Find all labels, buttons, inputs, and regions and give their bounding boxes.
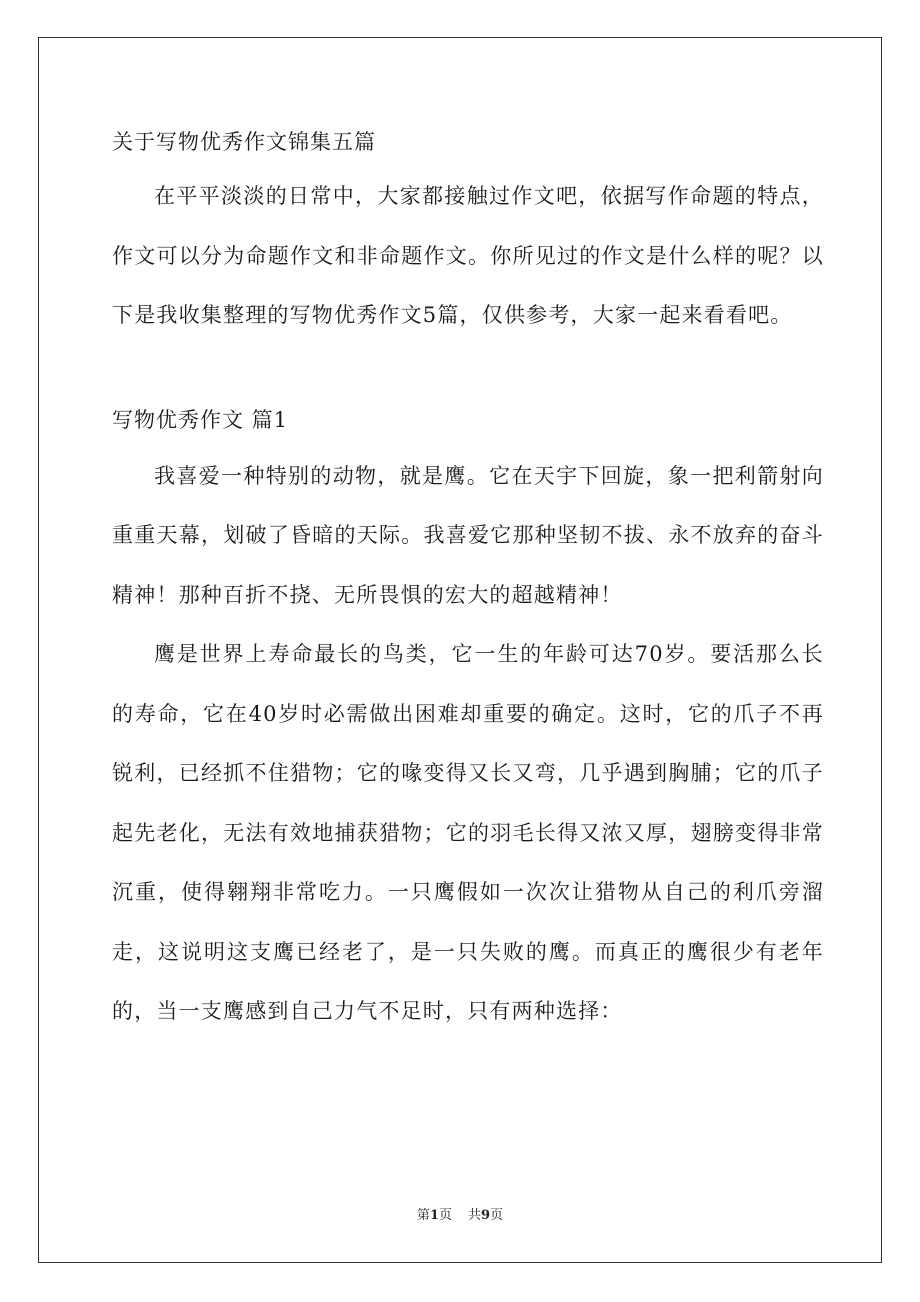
page-footer xyxy=(0,1206,920,1226)
body-paragraph: 我喜爱一种特别的动物，就是鹰。它在天宇下回旋，象一把利箭射向重重天幕，划破了昏暗的天际。我喜爱它那种坚韧不拔、永不放弃的奋斗精神！那种百折不挠、无所畏惧的宏大的超越精神！ xyxy=(112,463,824,607)
page-total: 9 xyxy=(481,1208,491,1223)
page-prefix: 第 xyxy=(416,1208,430,1223)
total-prefix: 共 xyxy=(468,1208,482,1223)
intro-paragraph: 在平平淡淡的日常中，大家都接触过作文吧，依据写作命题的特点，作文可以分为命题作文和非命题作文。你所见过的作文是什么样的呢？以下是我收集整理的写物优秀作文5篇，仅供参考，大家一起来看看吧。 xyxy=(112,184,824,327)
total-suffix: 页 xyxy=(490,1208,504,1223)
section-heading: 写物优秀作文 篇1 xyxy=(112,407,289,432)
body-paragraph: 鹰是世界上寿命最长的鸟类，它一生的年龄可达70岁。要活那么长的寿命，它在40岁时必需做出困难却重要的确定。这时，它的爪子不再锐利，已经抓不住猎物；它的喙变得又长又弯，几乎遇到胸脯；它的爪子起先老化，无法有效地捕获猎物；它的羽毛长得又浓又厚，翅膀变得非常沉重，使得翱翔非常吃力。一只鹰假如一次次让猎物从自己的利爪旁溜走，这说明这支鹰已经老了，是一只失败的鹰。而真正的鹰很少有老年的，当一支鹰感到自己力气不足时，只有两种选择： xyxy=(112,642,824,1023)
document-title: 关于写物优秀作文锦集五篇 xyxy=(112,130,376,154)
document-body xyxy=(112,120,824,1042)
page-number: 1 xyxy=(429,1208,439,1223)
page-suffix: 页 xyxy=(438,1208,452,1223)
